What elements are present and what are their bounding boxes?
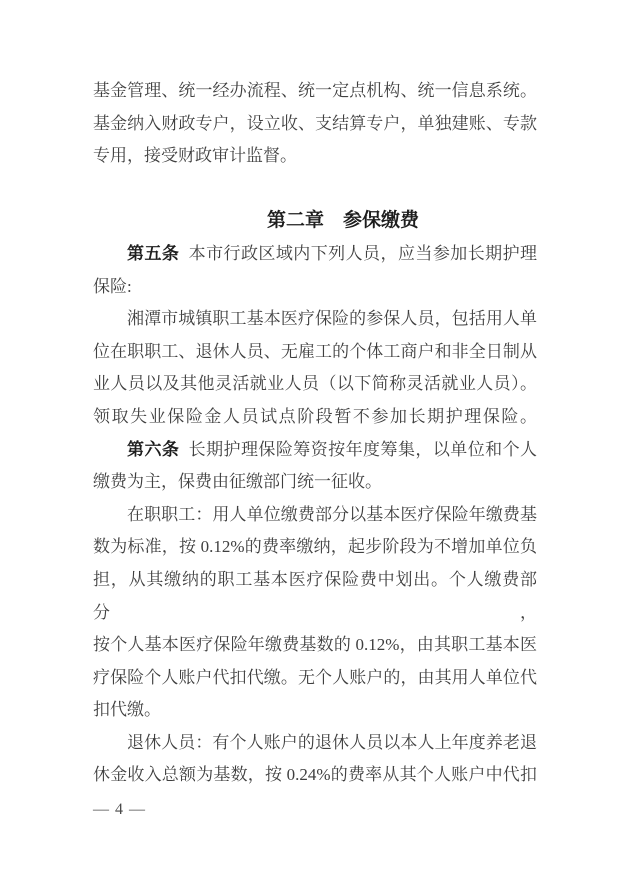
text-line: 休金收入总额为基数，按 0.24%的费率从其个人账户中代扣	[93, 765, 537, 785]
paragraph-fund-management	[93, 75, 537, 173]
text-line: 业人员以及其他灵活就业人员（以下简称灵活就业人员）。	[93, 374, 537, 394]
article-6-number: 第六条	[127, 439, 180, 459]
paragraph-active-employees	[93, 499, 537, 727]
text-line: 在职职工：用人单位缴费部分以基本医疗保险年缴费基	[127, 504, 537, 524]
text-line: 数为标准，按 0.12%的费率缴纳，起步阶段为不增加单位负	[93, 537, 537, 557]
paragraph-article-6	[93, 434, 537, 499]
article-5-text: 本市行政区域内下列人员，应当参加长期护理	[188, 243, 538, 263]
page-number: — 4 —	[93, 801, 146, 818]
text-line: 领取失业保险金人员试点阶段暂不参加长期护理保险。	[93, 406, 537, 426]
text-line: 专用，接受财政审计监督。	[93, 146, 297, 166]
text-line: 按个人基本医疗保险年缴费基数的 0.12%，由其职工基本医	[93, 635, 537, 655]
text-line: 位在职职工、退休人员、无雇工的个体工商户和非全日制从	[93, 341, 537, 361]
text-line	[93, 238, 537, 271]
article-6-text: 长期护理保险筹资按年度筹集，以单位和个人	[188, 439, 538, 459]
text-line: 保险:	[93, 276, 132, 296]
article-5-number: 第五条	[127, 243, 180, 263]
text-line: 疗保险个人账户代扣代缴。无个人账户的，由其用人单位代	[93, 667, 537, 687]
text-line: 湘潭市城镇职工基本医疗保险的参保人员，包括用人单	[127, 309, 537, 329]
text-line: 基金纳入财政专户，设立收、支结算专户，单独建账、专款	[93, 113, 537, 133]
paragraph-retirees	[93, 727, 537, 792]
document-body	[93, 75, 537, 792]
text-line: 缴费为主，保费由征缴部门统一征收。	[93, 472, 382, 492]
text-line: 扣代缴。	[93, 700, 161, 720]
paragraph-article-5	[93, 238, 537, 303]
paragraph-covered-persons	[93, 303, 537, 433]
text-line	[93, 434, 537, 467]
text-line: 退休人员：有个人账户的退休人员以本人上年度养老退	[127, 732, 537, 752]
text-line: 担，从其缴纳的职工基本医疗保险费中划出。个人缴费部分，	[93, 569, 537, 622]
chapter-heading: 第二章 参保缴费	[266, 210, 419, 232]
page-footer	[93, 799, 146, 821]
text-line: 基金管理、统一经办流程、统一定点机构、统一信息系统。	[93, 81, 537, 100]
